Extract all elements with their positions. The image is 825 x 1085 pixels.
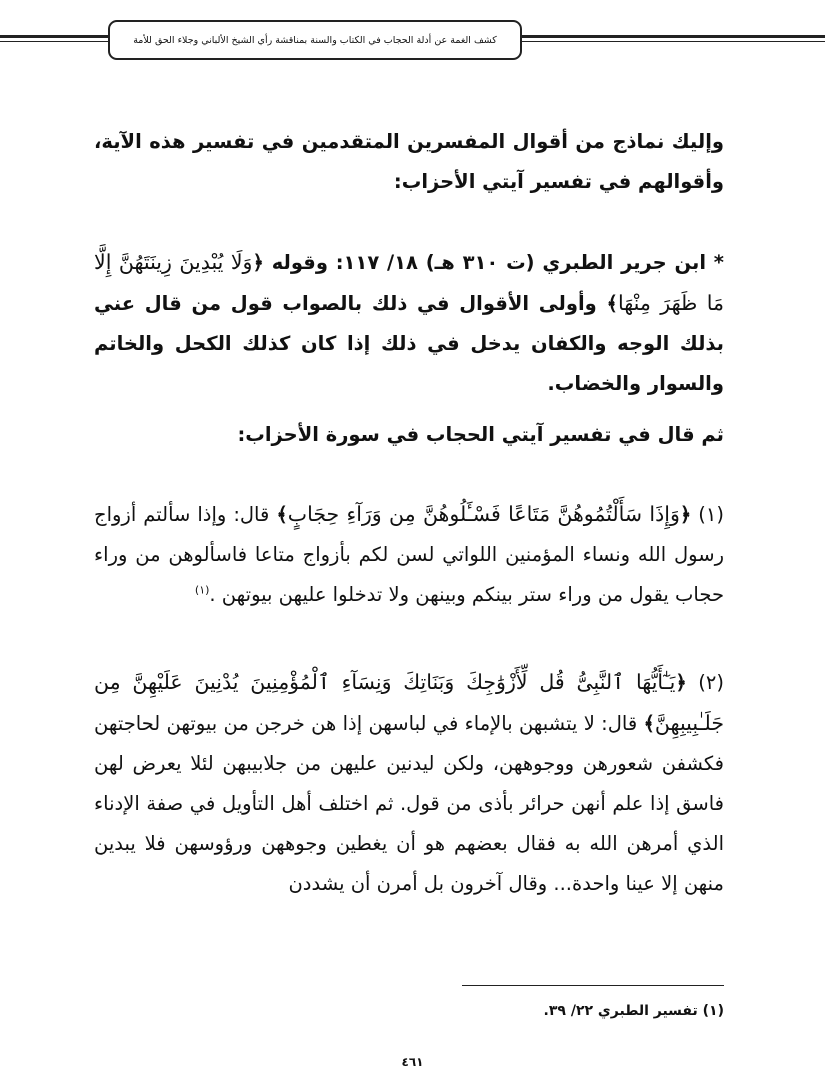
running-header-title: كشف الغمة عن أدلة الحجاب في الكتاب والسنة بمناقشة رأي الشيخ الألباني وجلاء الحق للأمة	[133, 34, 497, 46]
quran-verse-hijab: وَإِذَا سَأَلْتُمُوهُنَّ مَتَاعًا فَسْـَٔلُوهُنَّ مِن وَرَآءِ حِجَابٍ	[287, 502, 680, 526]
intro-paragraph: وإليك نماذج من أقوال المفسرين المتقدمين في تفسير هذه الآية، وأقوالهم في تفسير آيتي الأحزاب:	[94, 130, 724, 193]
item-2-text: قال: لا يتشبهن بالإماء في لباسهن إذا هن خرجن من بيوتهن لحاجتهن فكشفن شعورهن ووجوههن، ولكن ليدنين عليهن من جلابيبهن لئلا يعرض لهن فاسق إذا علم أنهن حرائر بأذى من قول. ثم اختلف أهل التأويل في صفة الإدناء الذي أمرهن الله به فقال بعضهم هو أن يغطين وجوههن ورؤوسهن فلا يبدين منهن إلا عينا واحدة... وقال آخرون بل أمرن أن يشددن	[94, 712, 724, 895]
footnote-ref-1[interactable]: (١)	[194, 583, 210, 597]
item-1-paragraph	[94, 494, 724, 615]
item-1-text: قال: وإذا سألتم أزواج رسول الله ونساء المؤمنين اللواتي لسن لكم بأزواج متاعا فاسألوهن من وراء حجاب يقول من وراء ستر بينكم وبينهن ولا تدخلوا عليهن بيوتهن .	[94, 503, 724, 606]
tabari-comment: وأولى الأقوال في ذلك بالصواب قول من قال عني بذلك الوجه والكفان يدخل في ذلك إذا كان كذلك الكحل والخاتم والسوار والخضاب.	[94, 292, 724, 395]
verse-bracket-close: ﴾	[606, 292, 618, 315]
verse-bracket-open: ﴿	[679, 503, 692, 526]
verse-bracket-open: ﴿	[252, 251, 264, 274]
then-said-heading: ثم قال في تفسير آيتي الحجاب في سورة الأحزاب:	[237, 423, 724, 446]
running-header	[108, 20, 522, 60]
verse-bracket-open: ﴿	[675, 671, 687, 694]
item-1-block	[94, 494, 724, 615]
item-2-number: (٢)	[698, 671, 724, 694]
quran-verse-jalabib: يَـٰٓأَيُّهَا ٱلنَّبِىُّ قُل لِّأَزْوَٰجِكَ وَبَنَاتِكَ وَنِسَآءِ ٱلْمُؤْمِنِينَ يُدْنِينَ عَلَيْهِنَّ مِن جَلَـٰبِيبِهِنَّ	[94, 670, 724, 735]
item-2-block	[94, 662, 724, 904]
intro-block	[94, 122, 724, 202]
quran-verse-zinah: وَلَا يُبْدِينَ زِينَتَهُنَّ إِلَّا مَا ظَهَرَ مِنْهَا	[94, 250, 725, 315]
item-2-paragraph	[94, 662, 724, 904]
tabari-block	[94, 242, 724, 404]
page-number: ٤٦١	[401, 1055, 424, 1069]
verse-bracket-close: ﴾	[276, 503, 288, 526]
verse-bracket-close: ﴾	[643, 712, 655, 735]
footnote-1: (١) تفسير الطبري ٢٢/ ٣٩.	[543, 1003, 724, 1019]
then-said-block	[94, 415, 724, 455]
item-1-number: (١)	[698, 503, 724, 526]
footnote-separator	[462, 985, 724, 986]
tabari-lead: * ابن جرير الطبري (ت ٣١٠ هـ) ١٨/ ١١٧: وقوله	[271, 251, 724, 274]
tabari-paragraph	[94, 242, 724, 404]
